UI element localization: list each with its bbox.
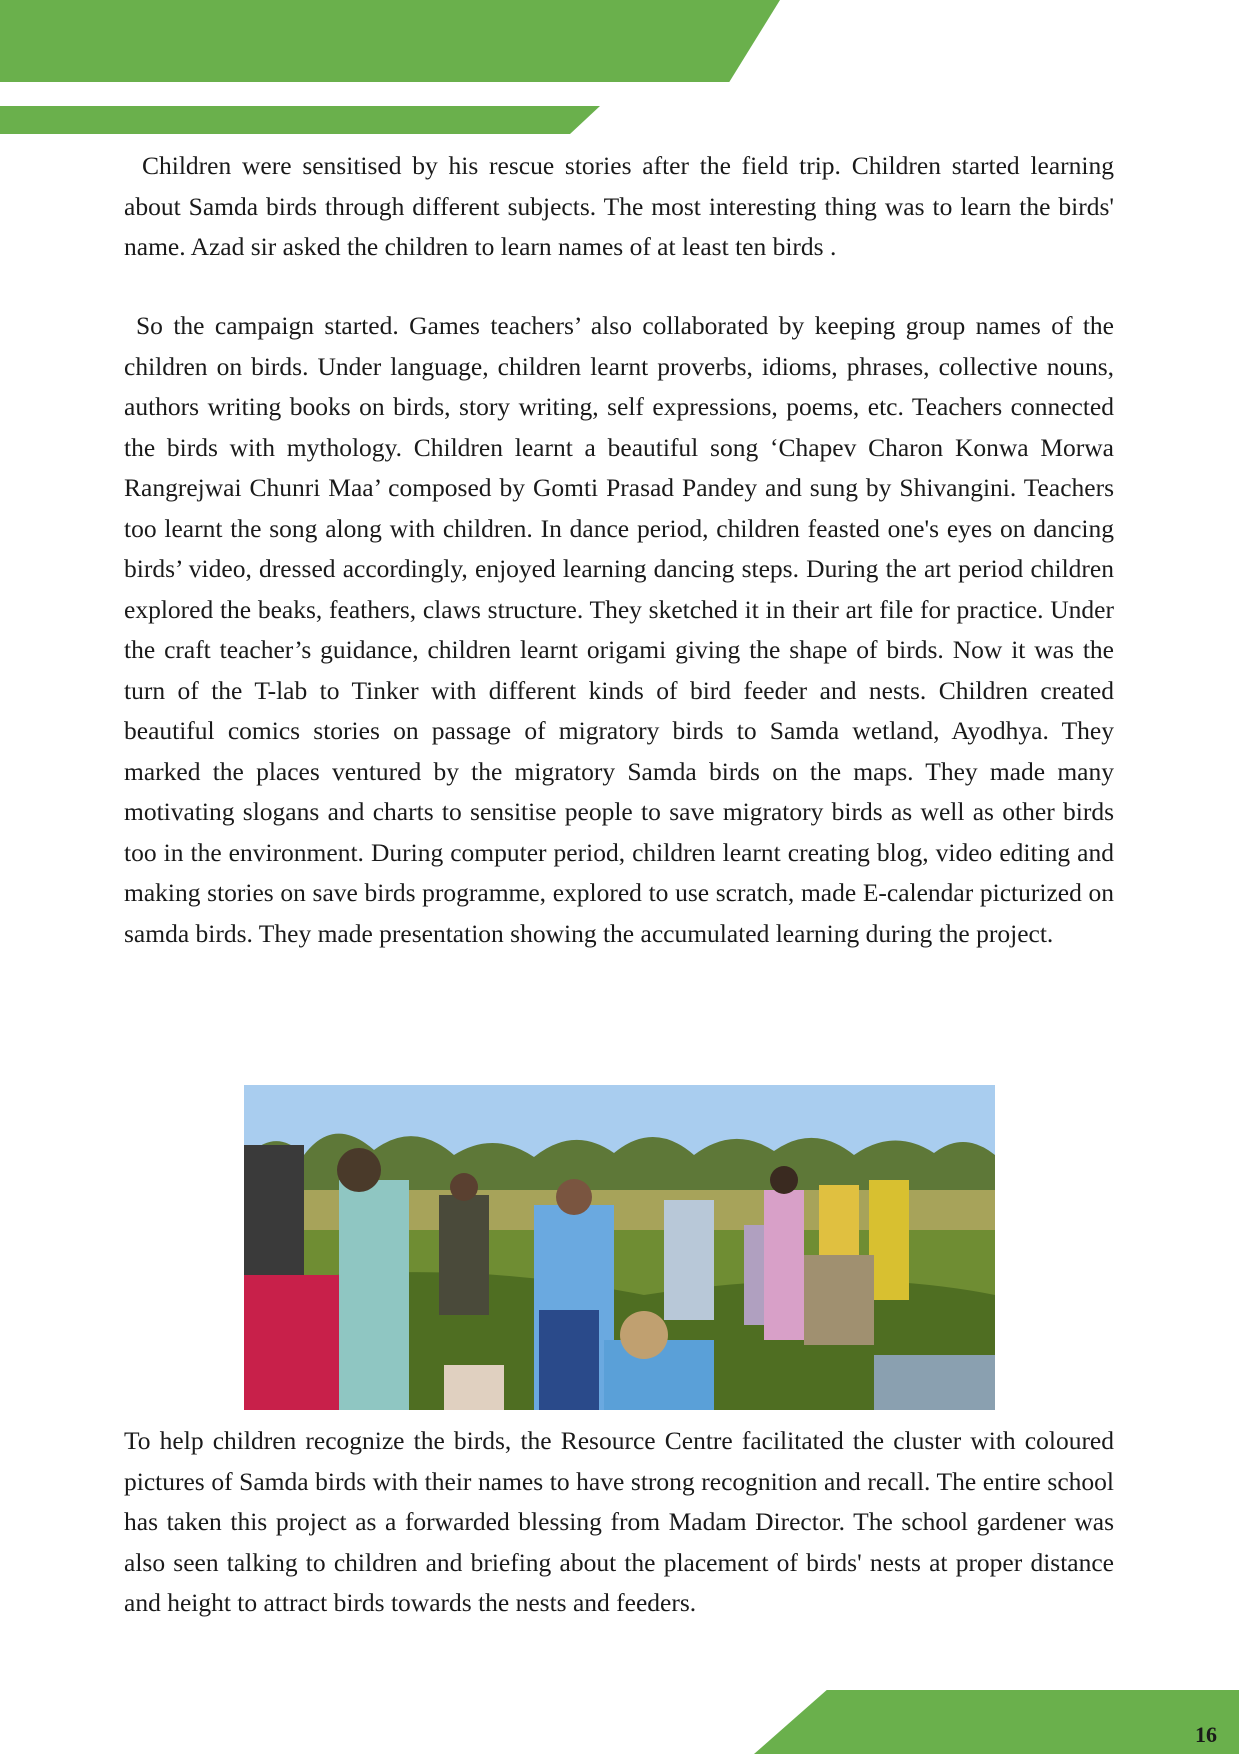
header-band-secondary (0, 106, 600, 134)
paragraph-intro (124, 146, 1114, 268)
paragraph-text: To help children recognize the birds, the Resource Centre facilitated the cluster with coloured pictures of Samda birds with their names to have strong recognition and recall. The entire school has taken this project as a forwarded blessing from Madam Director. The school gardener was also seen talking to children and briefing about the placement of birds' nests at proper distance and height to attract birds towards the nests and feeders. (124, 1426, 1114, 1617)
paragraph-resource-centre (124, 1421, 1114, 1624)
field-trip-photo (244, 1085, 995, 1410)
footer-band (754, 1690, 1239, 1754)
paragraph-campaign (124, 306, 1114, 954)
paragraph-text: Children were sensitised by his rescue stories after the field trip. Children started learning about Samda birds through different subjects. The most interesting thing was to learn the birds' name. Azad sir asked the children to learn names of at least ten birds . (124, 151, 1114, 261)
paragraph-text: So the campaign started. Games teachers’ also collaborated by keeping group names of the children on birds. Under language, children learnt proverbs, idioms, phrases, collective nouns, authors writing books on birds, story writing, self expressions, poems, etc. Teachers connected the birds with mythology. Children learnt a beautiful song ‘Chapev Charon Konwa Morwa Rangrejwai Chunri Maa’ composed by Gomti Prasad Pandey and sung by Shivangini. Teachers too learnt the song along with children. In dance period, children feasted one's eyes on dancing birds’ video, dressed accordingly, enjoyed learning dancing steps. During the art period children explored the beaks, feathers, claws structure. They sketched it in their art file for practice. Under the craft teacher’s guidance, children learnt origami giving the shape of birds. Now it was the turn of the T-lab to Tinker with different kinds of bird feeder and nests. Children created beautiful comics stories on passage of migratory birds to Samda wetland, Ayodhya. They marked the places ventured by the migratory Samda birds on the maps. They made many motivating slogans and charts to sensitise people to save migratory birds as well as other birds too in the environment. During computer period, children learnt creating blog, video editing and making stories on save birds programme, explored to use scratch, made E-calendar picturized on samda birds. They made presentation showing the accumulated learning during the project. (124, 311, 1114, 948)
header-band-top (0, 0, 780, 82)
page-number: 16 (1195, 1722, 1217, 1747)
